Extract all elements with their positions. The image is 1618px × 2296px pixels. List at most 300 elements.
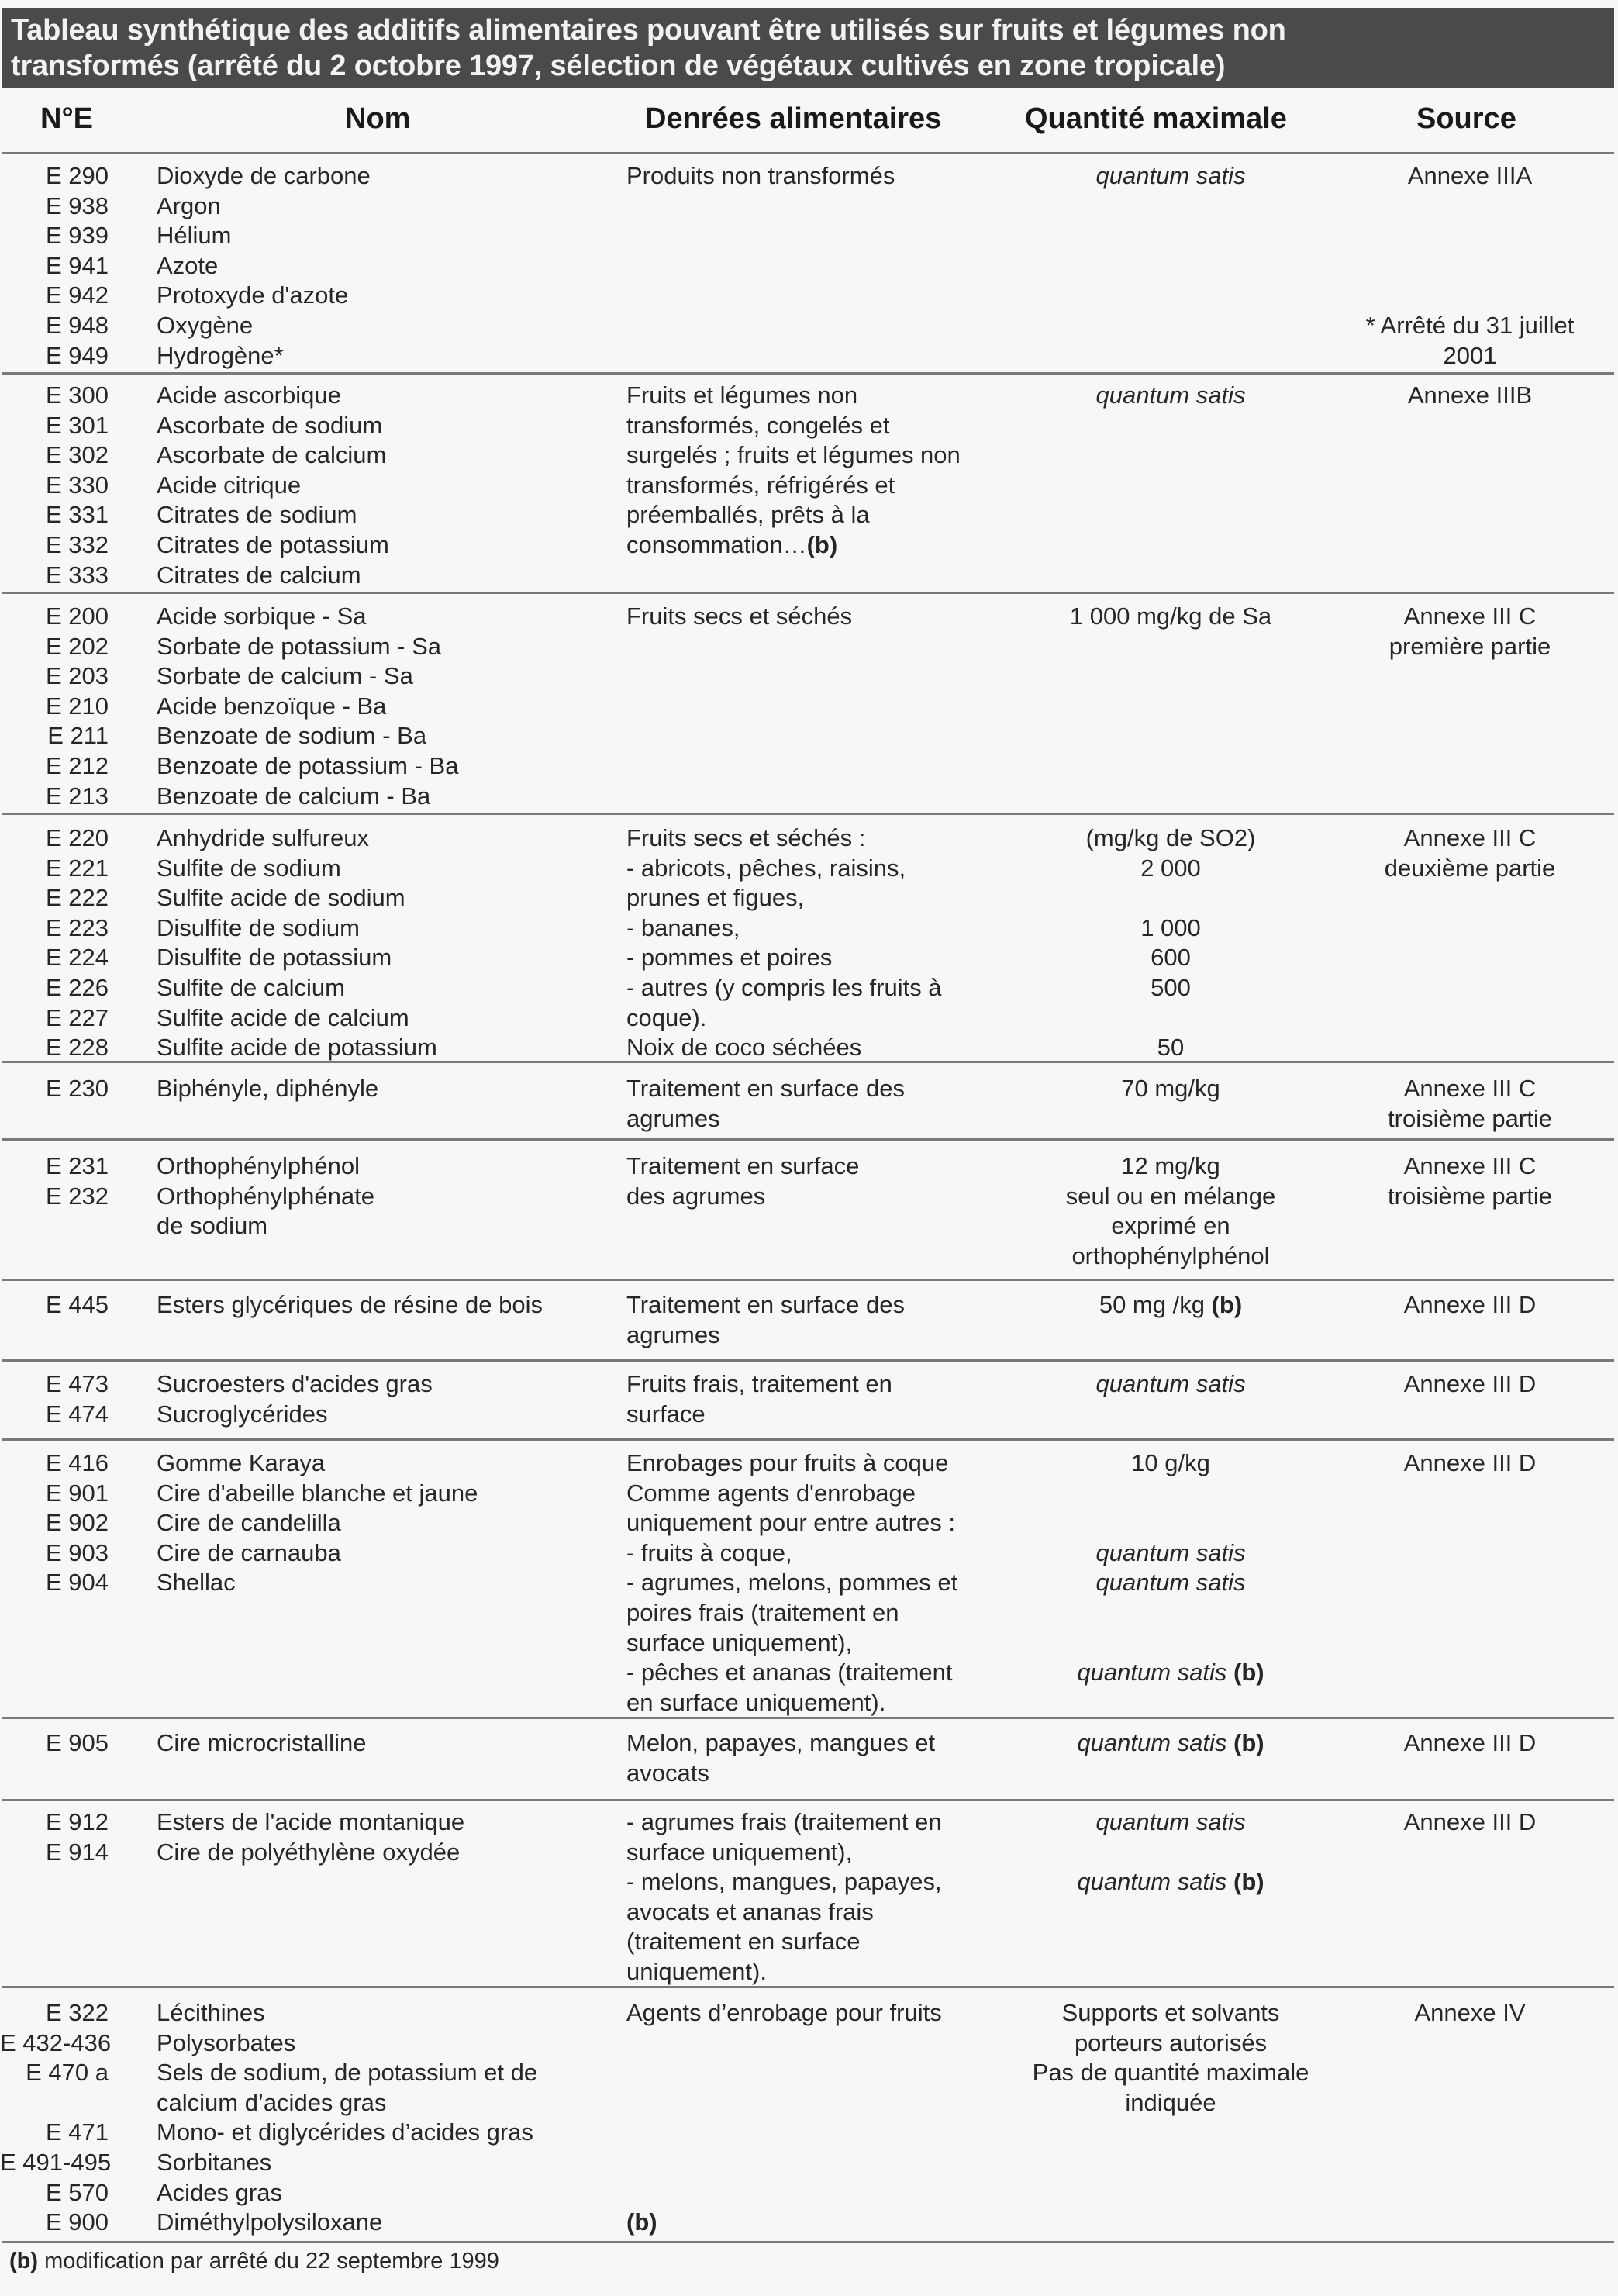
food-item-line (626, 2058, 1030, 2088)
header-separator (2, 152, 1614, 154)
source-reference-line: Annexe III C (1403, 824, 1537, 851)
additive-code-line: E 211 (47, 722, 109, 750)
additive-name-line: Cire de polyéthylène oxydée (157, 1838, 461, 1866)
source-reference-line: * Arrêté du 31 juillet (1365, 311, 1575, 339)
additive-code-cell (0, 1448, 109, 1598)
additive-name-cell (157, 1998, 606, 2238)
source-reference-line: troisième partie (1388, 1104, 1552, 1132)
text-segment: 50 mg /kg (1099, 1291, 1212, 1318)
additive-name-line: Oxygène (157, 311, 254, 339)
source-reference-cell (1326, 161, 1614, 371)
max-quantity-line: 1 000 mg/kg de Sa (1069, 602, 1272, 630)
food-item-line: coque). (626, 1003, 707, 1031)
quantum-satis-text: quantum satis (1095, 382, 1246, 409)
max-quantity-line: 12 mg/kg (1121, 1152, 1220, 1179)
source-reference-line: 2001 (1443, 341, 1497, 369)
food-item-line (626, 530, 1030, 561)
food-item-line: uniquement). (626, 1957, 767, 1985)
source-reference-cell (1326, 1807, 1614, 1838)
additive-code-line: E 938 (45, 192, 109, 219)
additive-name-line: Acide benzoïque - Ba (157, 692, 387, 720)
additive-name-line: Lécithines (157, 1999, 265, 2026)
additive-name-line: Sulfite acide de calcium (157, 1003, 409, 1031)
additive-code-line: E 301 (45, 411, 109, 439)
additive-code-line: E 941 (45, 251, 109, 279)
additive-name-line: Cire de candelilla (157, 1509, 341, 1537)
max-quantity-cell (1000, 1074, 1341, 1104)
additive-code-line: E 331 (45, 501, 109, 529)
max-quantity-cell (1000, 1448, 1341, 1688)
additive-name-cell (157, 381, 606, 590)
additive-name-cell (157, 1448, 606, 1598)
additive-name-line: Sulfite de calcium (157, 973, 345, 1001)
additive-name-line: Sorbitanes (157, 2148, 272, 2176)
additive-code-line: E 948 (45, 311, 109, 339)
additive-name-line: Citrates de potassium (157, 530, 389, 558)
additive-code-line: E 202 (45, 632, 109, 660)
additive-name-cell (157, 1290, 606, 1321)
additive-code-line: E 949 (45, 341, 109, 369)
additive-name-line: Cire microcristalline (157, 1729, 367, 1756)
max-quantity-cell (1000, 1728, 1341, 1759)
additive-name-cell (157, 1369, 606, 1429)
additive-code-line: E 230 (45, 1075, 109, 1102)
footnote-marker: (b) (1233, 1868, 1264, 1896)
additive-code-line: E 912 (45, 1808, 109, 1835)
source-reference-cell (1326, 1728, 1614, 1759)
food-item-cell (626, 161, 1030, 192)
footnote-marker: (b) (806, 530, 838, 558)
additive-code-line: E 232 (45, 1182, 109, 1210)
max-quantity-cell (1000, 1290, 1341, 1321)
additive-name-line: Esters glycériques de résine de bois (157, 1291, 543, 1318)
food-item-line: des agrumes (626, 1182, 766, 1210)
food-item-cell (626, 1807, 1030, 1987)
additive-code-line: E 222 (45, 884, 109, 912)
additive-name-line: Sucroglycérides (157, 1400, 328, 1428)
max-quantity-line: 1 000 (1140, 913, 1201, 941)
additive-name-cell (157, 823, 606, 1063)
table-title-band (2, 8, 1614, 88)
additive-name-line: Sulfite acide de sodium (157, 884, 405, 912)
text-segment (1226, 1659, 1233, 1686)
additive-code-line: E 332 (45, 530, 109, 558)
additive-name-line: Sulfite de sodium (157, 854, 341, 882)
additive-name-cell (157, 1807, 606, 1867)
footnote-marker: (b) (9, 2249, 39, 2274)
additive-code-cell (0, 161, 109, 371)
max-quantity-line (1000, 1568, 1341, 1598)
source-reference-line: Annexe III D (1403, 1370, 1537, 1397)
footnote (9, 2249, 499, 2274)
source-reference-cell (1326, 1998, 1614, 2028)
additive-name-line: Hélium (157, 222, 232, 250)
additive-code-cell (0, 602, 109, 811)
additive-name-line: Disulfite de sodium (157, 913, 360, 941)
footnote-marker: (b) (626, 2208, 657, 2236)
food-item-line: Noix de coco séchées (626, 1034, 862, 1062)
footnote-marker: (b) (1233, 1729, 1264, 1756)
additive-code-line: E 914 (45, 1838, 109, 1866)
max-quantity-line (1000, 1807, 1341, 1838)
additive-code-line: E 491-495 (0, 2148, 112, 2176)
additive-code-cell (0, 1151, 109, 1211)
food-item-line: avocats (626, 1759, 709, 1787)
additive-name-line: Protoxyde d'azote (157, 281, 349, 309)
food-item-line (626, 2088, 1030, 2118)
food-item-line (626, 2028, 1030, 2059)
additive-name-cell (157, 1728, 606, 1759)
additive-code-line: E 231 (45, 1152, 109, 1179)
food-item-line: - pêches et ananas (traitement (626, 1659, 953, 1687)
food-item-line: Traitement en surface des (626, 1291, 905, 1318)
additive-code-line: E 474 (45, 1400, 109, 1428)
quantum-satis-text: quantum satis (1077, 1729, 1227, 1756)
additive-code-line: E 470 a (26, 2059, 109, 2087)
max-quantity-line: 2 000 (1140, 854, 1201, 882)
additive-code-line (0, 2088, 109, 2118)
additive-code-line: E 223 (45, 913, 109, 941)
column-header-food: Denrées alimentaires (645, 102, 942, 135)
food-item-cell (626, 823, 1030, 1063)
max-quantity-line (1000, 883, 1341, 913)
additive-name-line: Dioxyde de carbone (157, 162, 371, 189)
food-item-line: (traitement en surface (626, 1928, 861, 1956)
additive-name-line: Biphényle, diphényle (157, 1075, 379, 1102)
food-item-line: prunes et figues, (626, 884, 805, 912)
source-reference-cell (1326, 1074, 1614, 1134)
food-item-line: Fruits frais, traitement en (626, 1370, 892, 1397)
additive-name-cell (157, 1074, 606, 1104)
food-item-line: agrumes (626, 1104, 720, 1132)
max-quantity-line (1000, 1508, 1341, 1538)
additive-name-line: Gomme Karaya (157, 1449, 326, 1476)
food-item-line: - melons, mangues, papayes, (626, 1868, 942, 1896)
additive-name-cell (157, 161, 606, 371)
food-item-line: Agents d’enrobage pour fruits (626, 1999, 942, 2026)
max-quantity-line (1000, 1369, 1341, 1400)
footnote-marker: (b) (1211, 1291, 1243, 1318)
food-item-line: uniquement pour entre autres : (626, 1509, 955, 1537)
food-item-line: transformés, réfrigérés et (626, 471, 895, 499)
source-reference-line (1326, 221, 1614, 251)
max-quantity-line: porteurs autorisés (1074, 2028, 1268, 2056)
source-reference-cell (1326, 602, 1614, 661)
additive-code-cell (0, 1807, 109, 1867)
additive-name-line: Cire d'abeille blanche et jaune (157, 1479, 478, 1507)
additive-code-line: E 432-436 (0, 2028, 112, 2056)
additive-name-line: Benzoate de calcium - Ba (157, 782, 431, 810)
additive-name-line: Citrates de sodium (157, 501, 357, 529)
column-header-source: Source (1416, 102, 1516, 135)
additive-code-line: E 322 (45, 1999, 109, 2026)
food-item-line: en surface uniquement). (626, 1688, 886, 1716)
food-item-line: surface (626, 1400, 706, 1428)
food-item-line (626, 2208, 1030, 2238)
food-item-cell (626, 1074, 1030, 1134)
source-reference-line: Annexe III D (1403, 1291, 1537, 1318)
quantum-satis-text: quantum satis (1095, 1569, 1246, 1597)
text-segment: consommation… (626, 530, 807, 558)
source-reference-line: Annexe IIIA (1407, 162, 1533, 189)
additive-code-line: E 300 (45, 382, 109, 409)
food-item-cell (626, 1290, 1030, 1350)
additive-name-line: Sulfite acide de potassium (157, 1034, 437, 1062)
row-separator (2, 2241, 1614, 2243)
max-quantity-line: 70 mg/kg (1121, 1075, 1220, 1102)
additive-name-line: Shellac (157, 1569, 236, 1597)
additive-code-line: E 228 (45, 1034, 109, 1062)
food-item-line: - abricots, pêches, raisins, (626, 854, 906, 882)
additive-name-line: Orthophénylphénate (157, 1182, 374, 1210)
max-quantity-line: 10 g/kg (1131, 1449, 1210, 1476)
max-quantity-line (1000, 381, 1341, 411)
additive-name-line: Diméthylpolysiloxane (157, 2208, 383, 2236)
food-item-line: agrumes (626, 1321, 720, 1348)
food-item-line: surgelés ; fruits et légumes non (626, 441, 961, 469)
row-separator (2, 592, 1614, 594)
additive-code-line: E 902 (45, 1509, 109, 1537)
food-item-cell (626, 381, 1030, 561)
source-reference-line: Annexe III C (1403, 1152, 1537, 1179)
food-item-cell (626, 1728, 1030, 1788)
source-reference-line: Annexe III D (1403, 1729, 1537, 1756)
source-reference-line (1326, 192, 1614, 222)
table-title-line-2: transformés (arrêté du 2 octobre 1997, sélection de végétaux cultivés en zone tropicale) (11, 50, 1226, 82)
max-quantity-line: Pas de quantité maximale (1032, 2059, 1309, 2087)
quantum-satis-text: quantum satis (1077, 1868, 1227, 1896)
max-quantity-cell (1000, 823, 1341, 1063)
source-reference-cell (1326, 1290, 1614, 1321)
additive-name-line: Disulfite de potassium (157, 944, 392, 972)
max-quantity-line: indiquée (1125, 2088, 1216, 2116)
food-item-line: préemballés, prêts à la (626, 501, 870, 529)
source-reference-line: troisième partie (1388, 1182, 1552, 1210)
additive-code-line: E 333 (45, 561, 109, 589)
additive-code-line: E 939 (45, 222, 109, 250)
max-quantity-line: 50 (1157, 1034, 1185, 1062)
quantum-satis-text: quantum satis (1095, 1370, 1246, 1397)
quantum-satis-text: quantum satis (1095, 1808, 1246, 1835)
food-item-line: Fruits secs et séchés : (626, 824, 866, 851)
food-item-line: - autres (y compris les fruits à (626, 973, 942, 1001)
column-header-code: N°E (40, 102, 93, 135)
source-reference-line: deuxième partie (1384, 854, 1556, 882)
additive-name-line: Argon (157, 192, 221, 219)
source-reference-line: Annexe III D (1403, 1449, 1537, 1476)
food-item-line: poires frais (traitement en (626, 1598, 899, 1626)
additive-name-cell (157, 1151, 606, 1241)
max-quantity-line (1000, 1658, 1341, 1688)
additive-code-line: E 570 (45, 2178, 109, 2206)
max-quantity-line (1000, 161, 1341, 192)
max-quantity-line: seul ou en mélange (1065, 1182, 1276, 1210)
food-item-cell (626, 1151, 1030, 1211)
text-segment (1226, 1868, 1233, 1895)
additive-code-line: E 903 (45, 1538, 109, 1566)
max-quantity-line (1000, 1628, 1341, 1659)
additive-name-line: Acides gras (157, 2178, 282, 2206)
additive-code-cell (0, 1998, 112, 2238)
source-reference-cell (1326, 1151, 1614, 1211)
additive-name-line: Mono- et diglycérides d’acides gras (157, 2118, 533, 2146)
additive-code-line: E 445 (45, 1291, 109, 1318)
max-quantity-line: orthophénylphénol (1071, 1241, 1270, 1269)
food-item-line: Fruits secs et séchés (626, 602, 853, 630)
additive-code-line: E 200 (45, 602, 109, 630)
food-item-line (626, 2118, 1030, 2148)
row-separator (2, 1438, 1614, 1441)
additive-code-line: E 302 (45, 441, 109, 469)
source-reference-cell (1326, 381, 1614, 411)
column-header-name: Nom (345, 102, 411, 135)
additive-name-line: Cire de carnauba (157, 1538, 341, 1566)
additive-code-line: E 203 (45, 662, 109, 690)
additive-code-line: E 471 (45, 2118, 109, 2146)
max-quantity-cell (1000, 161, 1341, 192)
additive-code-line: E 220 (45, 824, 109, 851)
max-quantity-cell (1000, 1151, 1341, 1271)
food-item-line: transformés, congelés et (626, 411, 890, 439)
row-separator (2, 1799, 1614, 1801)
max-quantity-line (1000, 1290, 1341, 1321)
additive-name-line: Ascorbate de sodium (157, 411, 383, 439)
additive-name-line: Orthophénylphénol (157, 1152, 360, 1179)
additive-code-line: E 212 (45, 751, 109, 779)
source-reference-line: Annexe III C (1403, 602, 1537, 630)
source-reference-cell (1326, 823, 1614, 883)
max-quantity-line: (mg/kg de SO2) (1085, 824, 1256, 851)
additive-name-line: Ascorbate de calcium (157, 441, 387, 469)
additive-code-line: E 224 (45, 944, 109, 972)
additive-code-line: E 904 (45, 1569, 109, 1597)
column-header-quantity: Quantité maximale (1025, 102, 1287, 135)
max-quantity-line (1000, 1728, 1341, 1759)
max-quantity-cell (1000, 381, 1341, 411)
additive-name-line: Sorbate de potassium - Sa (157, 632, 442, 660)
additive-code-line: E 221 (45, 854, 109, 882)
food-item-line: Produits non transformés (626, 162, 895, 189)
additive-code-line: E 213 (45, 782, 109, 810)
max-quantity-line (1000, 1479, 1341, 1509)
food-item-line (626, 2178, 1030, 2208)
text-segment: modification par arrêté du 22 septembre 1999 (38, 2249, 499, 2274)
source-reference-cell (1326, 1369, 1614, 1400)
food-item-line: surface uniquement), (626, 1628, 853, 1656)
food-item-line: - fruits à coque, (626, 1538, 792, 1566)
max-quantity-line (1000, 1598, 1341, 1628)
additive-name-line: calcium d’acides gras (157, 2088, 387, 2116)
food-item-cell (626, 602, 1030, 632)
food-item-line: - pommes et poires (626, 944, 833, 972)
source-reference-line (1326, 251, 1614, 281)
max-quantity-line (1000, 1538, 1341, 1569)
source-reference-cell (1326, 1448, 1614, 1479)
source-reference-line: Annexe III D (1403, 1808, 1537, 1835)
food-item-line: Enrobages pour fruits à coque (626, 1449, 949, 1476)
max-quantity-line: 500 (1151, 973, 1191, 1001)
additive-name-line: Azote (157, 251, 219, 279)
additive-name-line: Benzoate de potassium - Ba (157, 751, 459, 779)
additive-code-line: E 901 (45, 1479, 109, 1507)
additive-name-line: Hydrogène* (157, 341, 284, 369)
max-quantity-cell (1000, 1998, 1341, 2118)
additive-name-line: Acide sorbique - Sa (157, 602, 367, 630)
food-item-cell (626, 1448, 1030, 1718)
additive-name-line: Sels de sodium, de potassium et de (157, 2059, 538, 2087)
source-reference-line (1326, 281, 1614, 311)
source-reference-line: Annexe III C (1403, 1075, 1537, 1102)
additive-code-line: E 905 (45, 1729, 109, 1756)
footnote-marker: (b) (1233, 1659, 1264, 1687)
additive-code-cell (0, 1074, 109, 1104)
row-separator (2, 372, 1614, 375)
additive-code-line: E 900 (45, 2208, 109, 2236)
additive-code-line: E 416 (45, 1449, 109, 1476)
max-quantity-cell (1000, 1369, 1341, 1400)
additive-name-line: Polysorbates (157, 2028, 296, 2056)
food-item-line: - agrumes, melons, pommes et (626, 1569, 958, 1597)
quantum-satis-text: quantum satis (1095, 162, 1246, 189)
row-separator (2, 1359, 1614, 1362)
additive-code-line: E 942 (45, 281, 109, 309)
text-segment (1226, 1729, 1233, 1756)
food-item-line: Melon, papayes, mangues et (626, 1729, 936, 1756)
additive-name-line: Acide ascorbique (157, 382, 341, 409)
food-item-line: - bananes, (626, 913, 740, 941)
max-quantity-line: Supports et solvants (1061, 1999, 1280, 2026)
food-item-line: Fruits et légumes non (626, 382, 858, 409)
max-quantity-cell (1000, 1807, 1341, 1897)
additive-code-line: E 210 (45, 692, 109, 720)
food-item-line: Traitement en surface (626, 1152, 860, 1179)
additive-code-cell (0, 381, 109, 590)
row-separator (2, 1279, 1614, 1281)
additive-code-cell (0, 1369, 109, 1429)
food-item-line (626, 2148, 1030, 2178)
additive-name-line: Benzoate de sodium - Ba (157, 722, 427, 750)
food-item-cell (626, 1998, 1030, 2238)
additive-code-cell (0, 823, 109, 1063)
additive-name-line: Sorbate de calcium - Sa (157, 662, 413, 690)
additive-code-line: E 290 (45, 162, 109, 189)
max-quantity-line: 600 (1151, 944, 1191, 972)
row-separator (2, 813, 1614, 815)
quantum-satis-text: quantum satis (1077, 1659, 1227, 1687)
food-item-cell (626, 1369, 1030, 1429)
source-reference-line: première partie (1389, 632, 1551, 660)
additive-code-line: E 227 (45, 1003, 109, 1031)
additive-name-line: Acide citrique (157, 471, 302, 499)
additive-code-cell (0, 1290, 109, 1321)
additive-code-cell (0, 1728, 109, 1759)
additive-name-line: Esters de l'acide montanique (157, 1808, 465, 1835)
quantum-satis-text: quantum satis (1095, 1538, 1246, 1566)
food-item-line: - agrumes frais (traitement en (626, 1808, 942, 1835)
additive-name-line: Anhydride sulfureux (157, 824, 369, 851)
additive-name-line: Sucroesters d'acides gras (157, 1370, 433, 1397)
additive-name-cell (157, 602, 606, 811)
max-quantity-line (1000, 1867, 1341, 1897)
row-separator (2, 1138, 1614, 1141)
additive-code-line: E 226 (45, 973, 109, 1001)
source-reference-line: Annexe IIIB (1407, 382, 1533, 409)
food-item-line: Comme agents d'enrobage (626, 1479, 916, 1507)
max-quantity-line (1000, 1003, 1341, 1034)
food-item-line: Traitement en surface des (626, 1075, 905, 1102)
max-quantity-cell (1000, 602, 1341, 632)
source-reference-line: Annexe IV (1414, 1999, 1526, 2026)
